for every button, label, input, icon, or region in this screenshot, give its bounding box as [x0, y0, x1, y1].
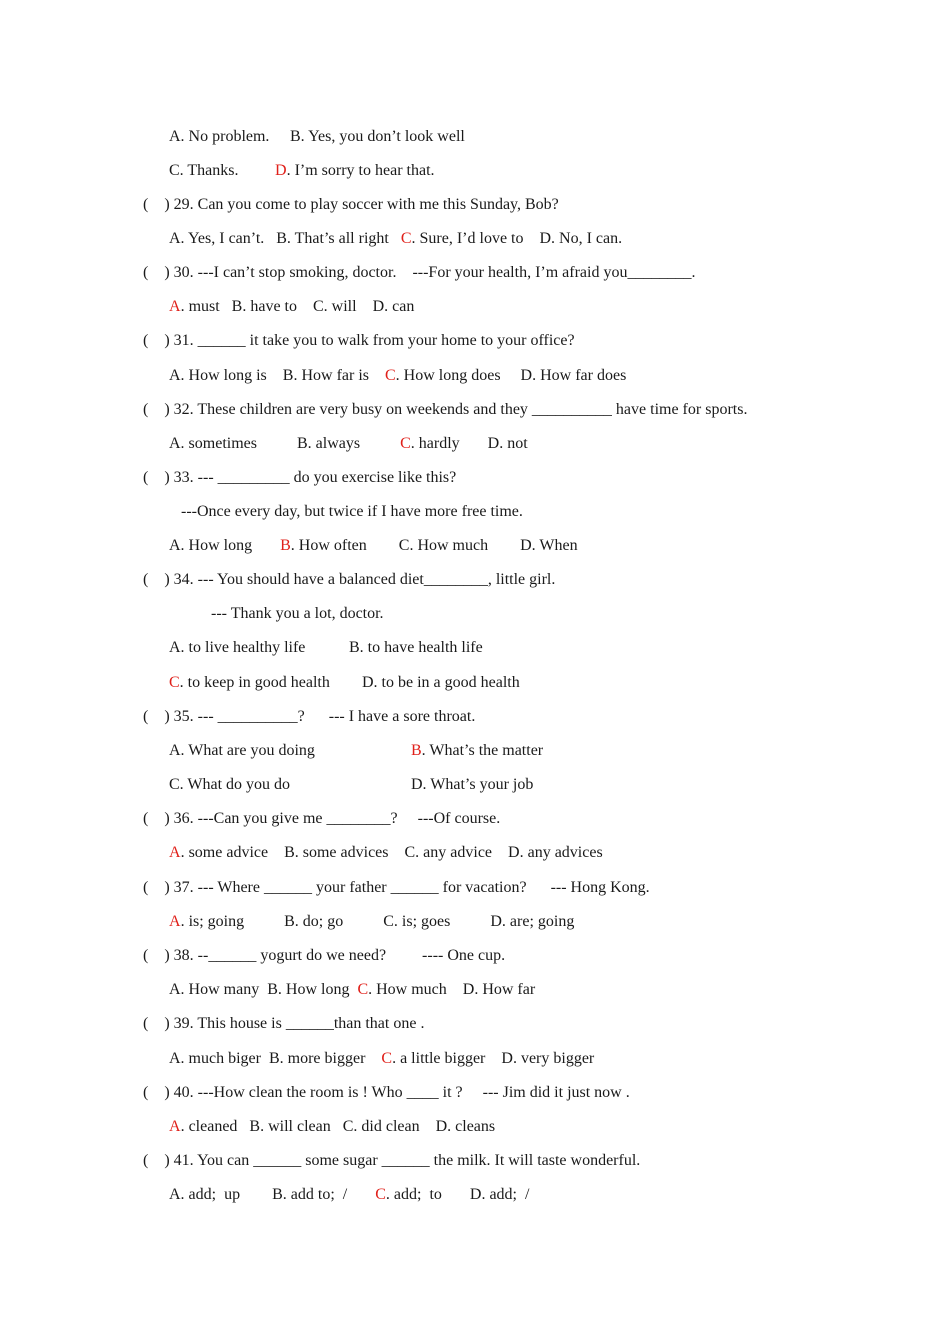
q35-stem: ( ) 35. --- __________? --- I have a sore throat. [143, 708, 476, 725]
q40-stem: ( ) 40. ---How clean the room is ! Who ____ it ? --- Jim did it just now . [143, 1084, 630, 1101]
q34-option-b: B. to have health life [349, 639, 483, 656]
answer-letter: D [275, 162, 287, 179]
q29-options [169, 229, 622, 249]
option-text: . How much D. How far [368, 981, 536, 998]
option-text: A. much biger B. more bigger [169, 1050, 382, 1067]
answer-letter: C [357, 981, 369, 998]
q36-stem: ( ) 36. ---Can you give me ________? ---Of course. [143, 810, 501, 827]
q34-option-a: A. to live healthy life [169, 639, 306, 656]
option-text: A. add; up B. add to; / [169, 1186, 376, 1203]
q28-option-d [275, 161, 435, 181]
option-text: . How often C. How much D. When [290, 537, 578, 554]
q35-option-a: A. What are you doing [169, 742, 315, 759]
option-text: A. sometimes B. always [169, 435, 401, 452]
q37-options [169, 912, 574, 932]
q38-options [169, 980, 535, 1000]
q33-reply: ---Once every day, but twice if I have more free time. [181, 503, 523, 520]
q33-stem: ( ) 33. --- _________ do you exercise like this? [143, 469, 457, 486]
option-text: . What’s the matter [421, 742, 544, 759]
q30-options [169, 297, 414, 317]
q34-option-c [169, 673, 330, 693]
q38-stem: ( ) 38. --______ yogurt do we need? ---- One cup. [143, 947, 506, 964]
option-text: . hardly D. not [410, 435, 528, 452]
q39-options [169, 1049, 594, 1069]
option-text: . must B. have to C. will D. can [180, 298, 415, 315]
option-text: A. How many B. How long [169, 981, 358, 998]
q31-stem: ( ) 31. ______ it take you to walk from your home to your office? [143, 332, 575, 349]
option-text: A. Yes, I can’t. B. That’s all right [169, 230, 401, 247]
option-text: . add; to D. add; / [385, 1186, 530, 1203]
q34-reply: --- Thank you a lot, doctor. [211, 605, 384, 622]
q41-options [169, 1185, 529, 1205]
q35-option-d: D. What’s your job [411, 776, 534, 793]
answer-letter: C [169, 674, 180, 691]
option-text: . I’m sorry to hear that. [286, 162, 435, 179]
q34-stem: ( ) 34. --- You should have a balanced diet________, little girl. [143, 571, 556, 588]
answer-letter: C [400, 230, 412, 247]
q40-options [169, 1117, 495, 1137]
q28-option-b: B. Yes, you don’t look well [290, 128, 465, 145]
option-text: A. How long [169, 537, 281, 554]
option-text: . is; going B. do; go C. is; goes D. are; going [180, 913, 575, 930]
option-text: . some advice B. some advices C. any advice D. any advices [180, 844, 603, 861]
q36-options [169, 843, 603, 863]
q32-stem: ( ) 32. These children are very busy on weekends and they __________ have time for sports. [143, 401, 748, 418]
q28-option-c: C. Thanks. [169, 162, 239, 179]
option-text: . to keep in good health [179, 674, 330, 691]
option-text: . a little bigger D. very bigger [392, 1050, 595, 1067]
q30-stem: ( ) 30. ---I can’t stop smoking, doctor. ---For your health, I’m afraid you________. [143, 264, 696, 281]
answer-letter: A [169, 298, 181, 315]
q35-option-b [411, 741, 543, 761]
answer-letter: C [381, 1050, 393, 1067]
answer-letter: C [385, 367, 396, 384]
option-text: . How long does D. How far does [395, 367, 627, 384]
answer-letter: A [169, 913, 181, 930]
q37-stem: ( ) 37. --- Where ______ your father ______ for vacation? --- Hong Kong. [143, 879, 650, 896]
option-text: . Sure, I’d love to D. No, I can. [411, 230, 623, 247]
answer-letter: B [280, 537, 291, 554]
answer-letter: B [411, 742, 422, 759]
q32-options [169, 434, 528, 454]
answer-letter: C [400, 435, 411, 452]
answer-letter: C [375, 1186, 386, 1203]
answer-letter: A [169, 1118, 181, 1135]
q28-option-a: A. No problem. [169, 128, 270, 145]
q35-option-c: C. What do you do [169, 776, 291, 793]
q33-options [169, 536, 578, 556]
q31-options [169, 366, 626, 386]
q41-stem: ( ) 41. You can ______ some sugar ______ the milk. It will taste wonderful. [143, 1152, 641, 1169]
q39-stem: ( ) 39. This house is ______than that one . [143, 1015, 425, 1032]
q29-stem: ( ) 29. Can you come to play soccer with me this Sunday, Bob? [143, 196, 559, 213]
option-text: A. How long is B. How far is [169, 367, 385, 384]
q34-option-d: D. to be in a good health [362, 674, 520, 691]
answer-letter: A [169, 844, 181, 861]
option-text: . cleaned B. will clean C. did clean D. cleans [180, 1118, 496, 1135]
